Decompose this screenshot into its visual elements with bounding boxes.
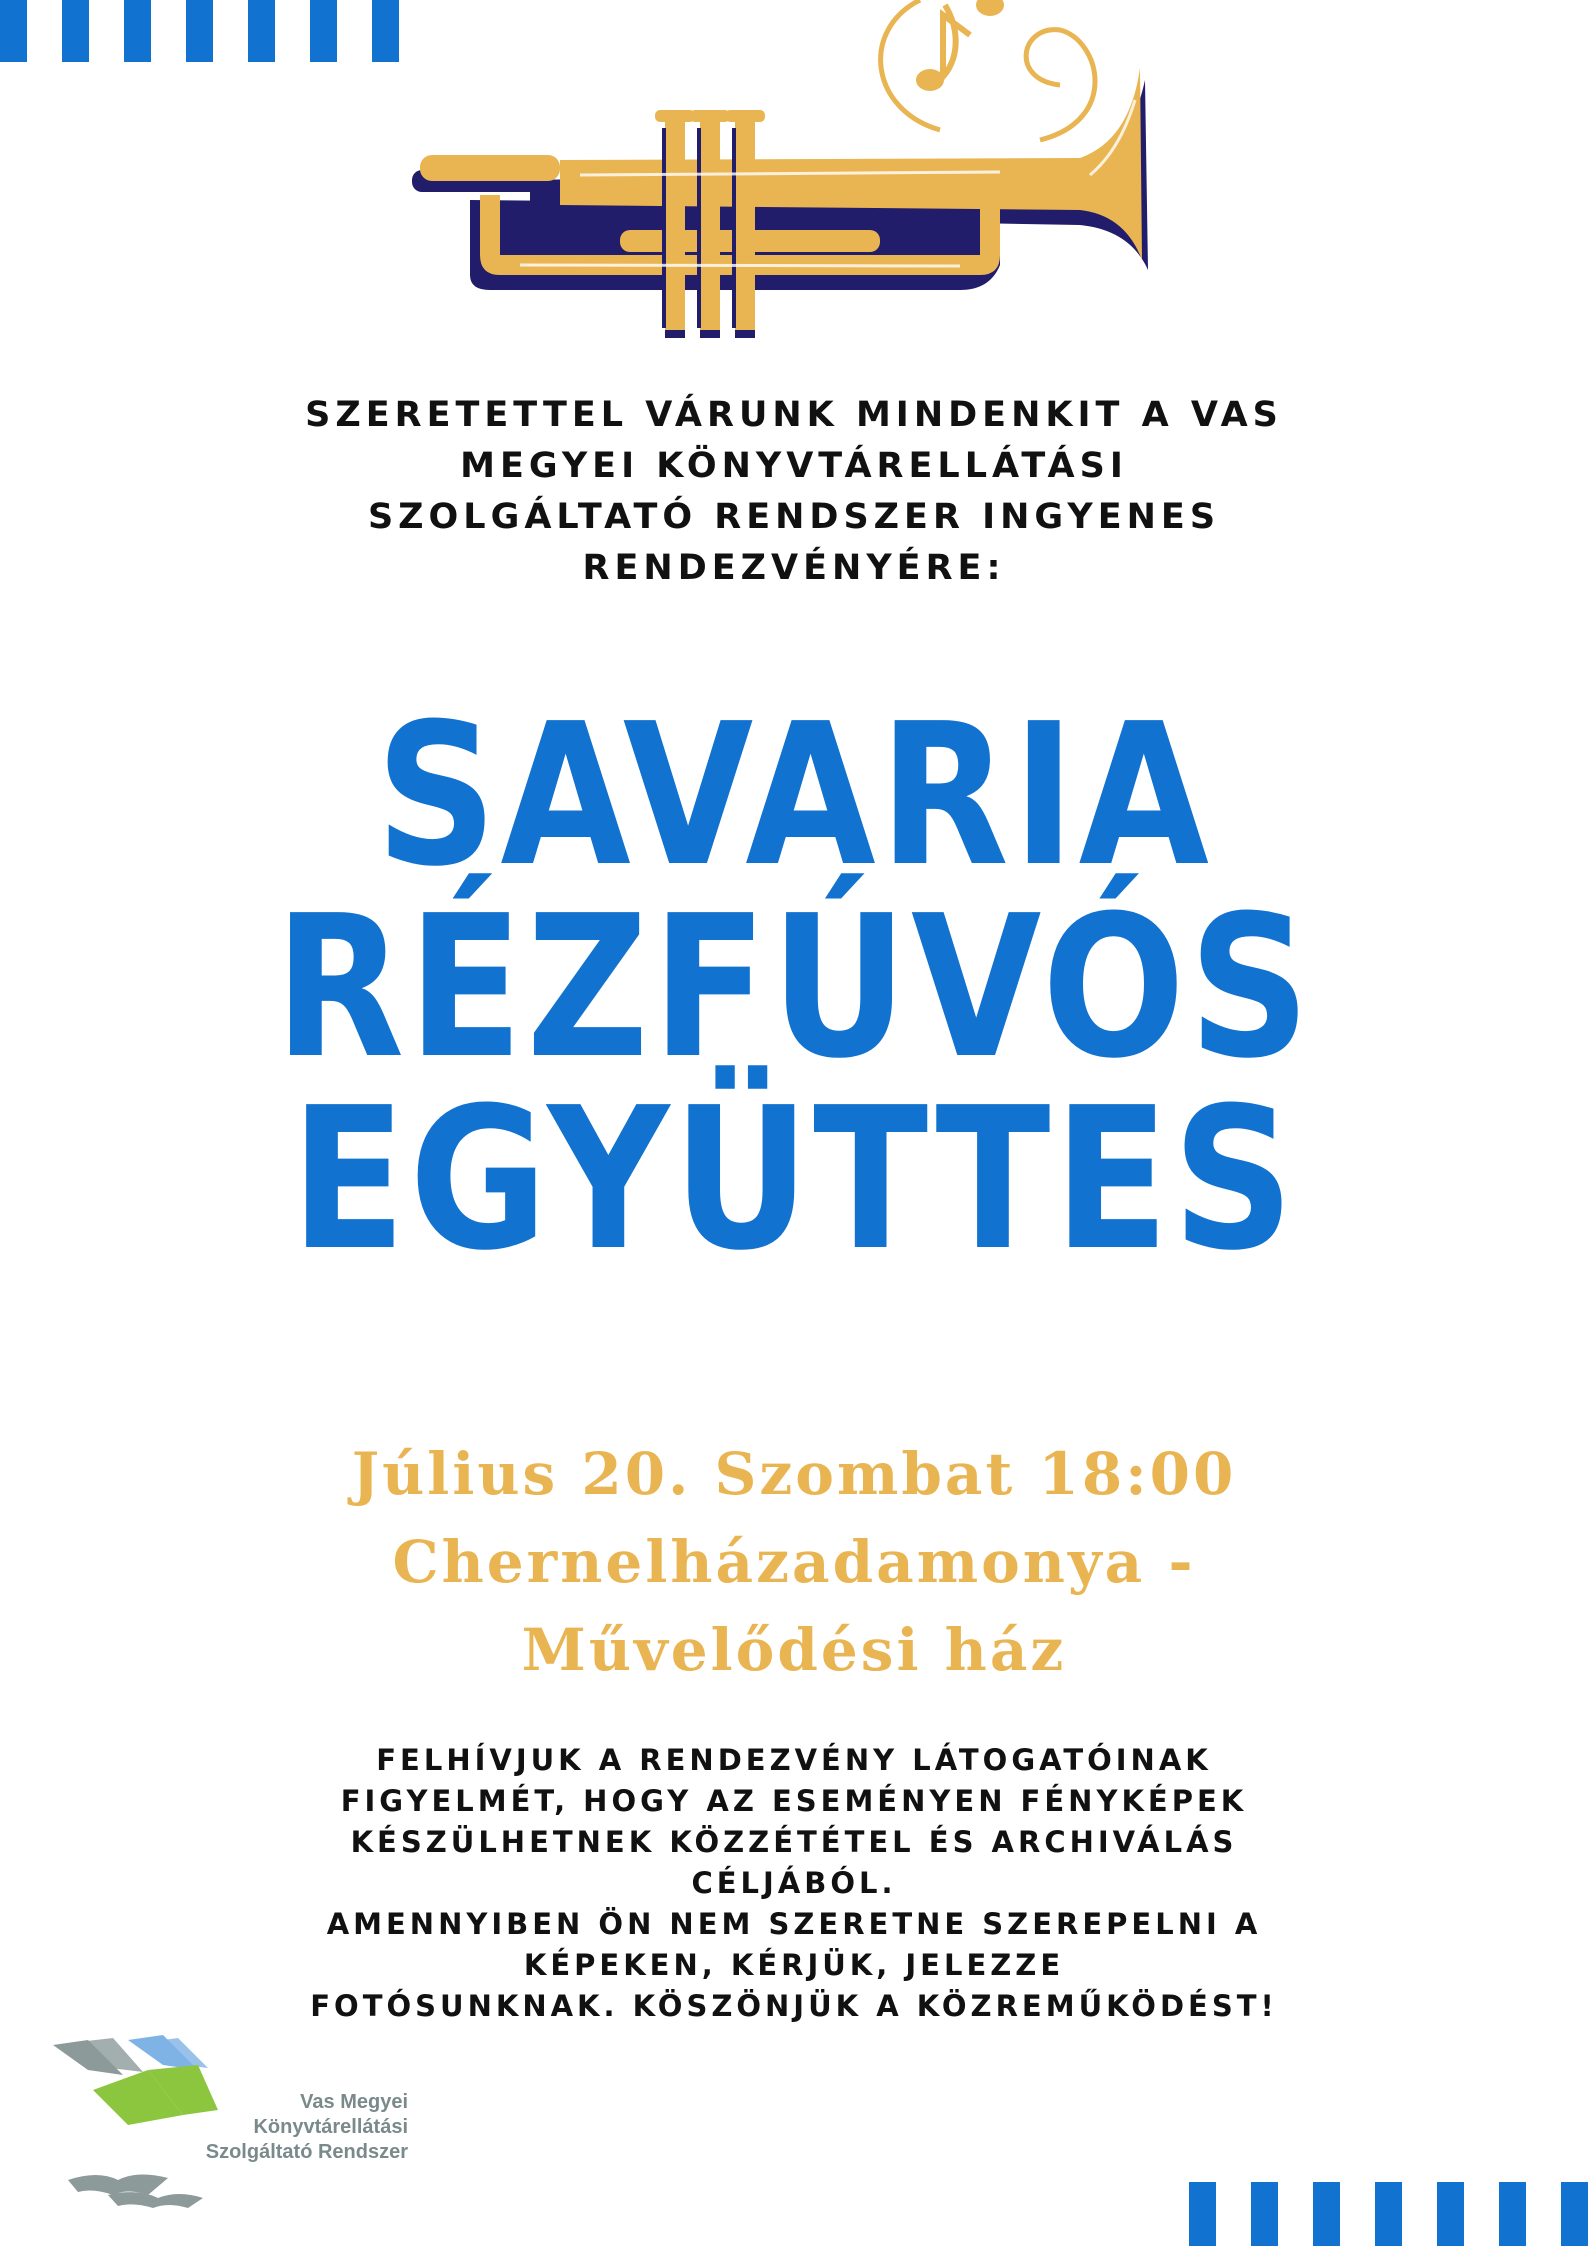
stripe bbox=[0, 0, 27, 62]
intro-line: SZOLGÁLTATÓ RENDSZER INGYENES bbox=[367, 497, 1221, 537]
title-line: EGYÜTTES bbox=[290, 1066, 1298, 1294]
bottom-stripes-decoration bbox=[1154, 2182, 1588, 2246]
music-note-icon bbox=[881, 0, 1095, 140]
stripe bbox=[1375, 2182, 1402, 2246]
stripe bbox=[1313, 2182, 1340, 2246]
intro-text bbox=[250, 390, 1338, 594]
notice-line: FOTÓSUNKNAK. KÖSZÖNJÜK A KÖZREMŰKÖDÉST! bbox=[310, 1989, 1278, 2023]
intro-line: SZERETETTEL VÁRUNK MINDENKIT A VAS bbox=[305, 395, 1283, 435]
library-logo bbox=[48, 2030, 408, 2220]
notice-line: FELHÍVJUK A RENDEZVÉNY LÁTOGATÓINAK bbox=[376, 1743, 1212, 1777]
logo-text-line: Vas Megyei bbox=[300, 2091, 408, 2113]
stripe bbox=[1189, 2182, 1216, 2246]
event-date: Július 20. Szombat 18:00 bbox=[351, 1440, 1237, 1508]
note-head bbox=[916, 69, 944, 91]
stripe bbox=[1437, 2182, 1464, 2246]
notice-line: KÉSZÜLHETNEK KÖZZÉTÉTEL ÉS ARCHIVÁLÁS bbox=[350, 1825, 1238, 1859]
intro-line: RENDEZVÉNYÉRE: bbox=[582, 548, 1006, 588]
title-line: RÉZFÚVÓS bbox=[274, 874, 1314, 1102]
stripe bbox=[310, 0, 337, 62]
stripe bbox=[1499, 2182, 1526, 2246]
stripe bbox=[62, 0, 89, 62]
stripe bbox=[372, 0, 399, 62]
trumpet-body bbox=[420, 68, 1142, 330]
stripe bbox=[1561, 2182, 1588, 2246]
notice-line: CÉLJÁBÓL. bbox=[691, 1866, 897, 1900]
stripe bbox=[248, 0, 275, 62]
event-venue: Chernelházadamonya - bbox=[392, 1528, 1196, 1596]
logo-text bbox=[158, 2090, 408, 2165]
notice-line: KÉPEKEN, KÉRJÜK, JELEZZE bbox=[523, 1948, 1065, 1982]
stripe bbox=[124, 0, 151, 62]
notice-line: AMENNYIBEN ÖN NEM SZERETNE SZEREPELNI A bbox=[326, 1907, 1262, 1941]
event-venue-detail: Művelődési ház bbox=[521, 1616, 1067, 1684]
top-stripes-decoration bbox=[0, 0, 434, 62]
event-details bbox=[200, 1430, 1388, 1694]
trumpet-illustration bbox=[400, 0, 1180, 340]
stripe bbox=[186, 0, 213, 62]
title-line: SAVARIA bbox=[375, 682, 1213, 910]
event-title bbox=[150, 682, 1438, 1294]
notice-line: FIGYELMÉT, HOGY AZ ESEMÉNYEN FÉNYKÉPEK bbox=[340, 1784, 1248, 1818]
photo-notice bbox=[250, 1740, 1338, 2027]
logo-text-line: Szolgáltató Rendszer bbox=[205, 2141, 408, 2163]
stripe bbox=[1251, 2182, 1278, 2246]
logo-text-line: Könyvtárellátási bbox=[253, 2116, 408, 2138]
intro-line: MEGYEI KÖNYVTÁRELLÁTÁSI bbox=[460, 446, 1128, 486]
